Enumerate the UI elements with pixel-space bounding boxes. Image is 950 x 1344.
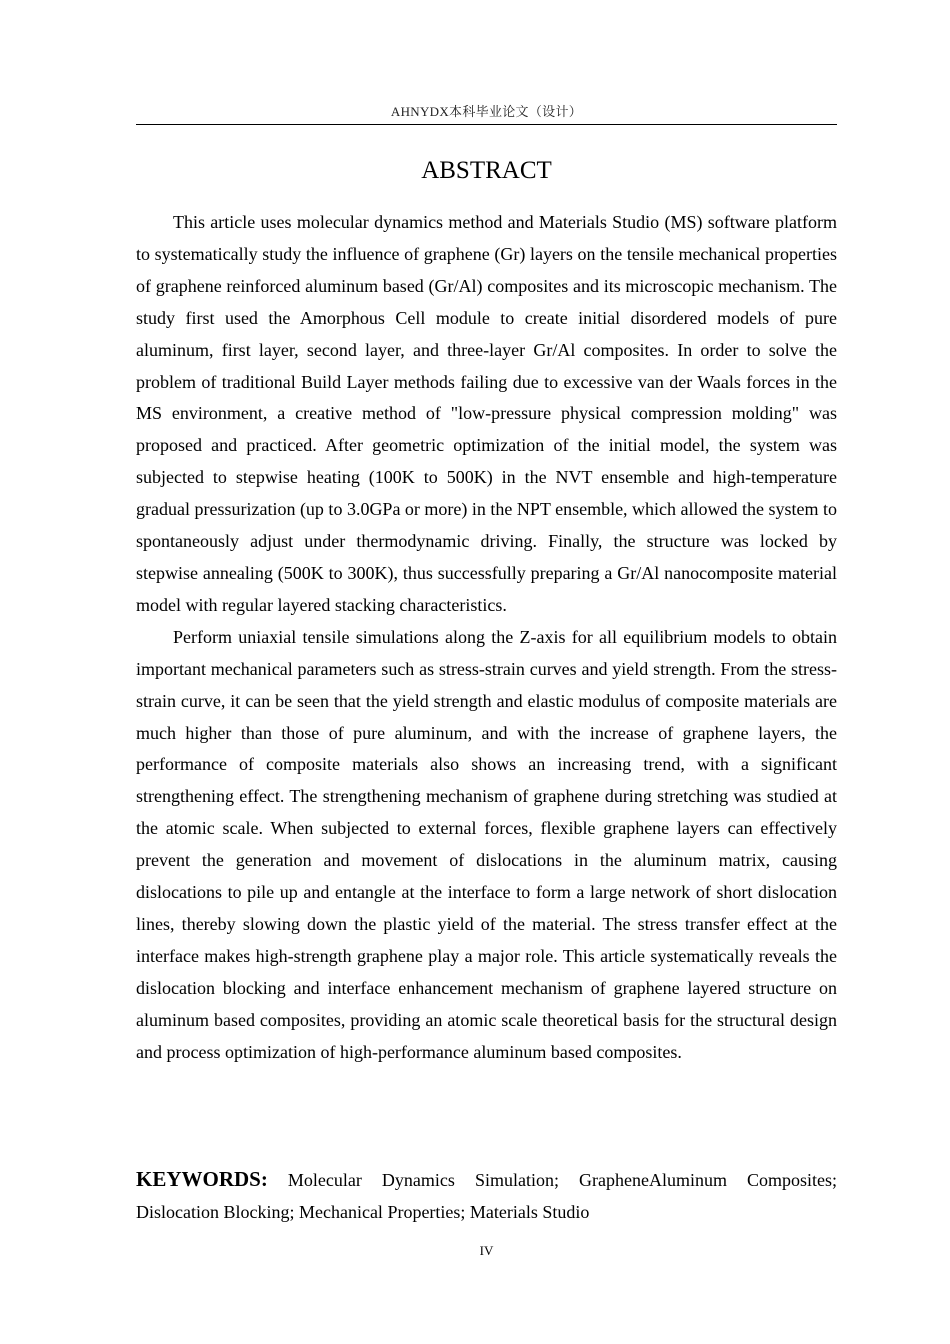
keywords-label: KEYWORDS: — [136, 1167, 268, 1191]
keywords-text: Molecular Dynamics Simulation; GrapheneAluminum Composites; Dislocation Blocking; Mechanical Properties; Materials Studio — [136, 1170, 838, 1222]
abstract-body — [136, 207, 837, 1068]
running-header: AHNYDX本科毕业论文（设计） — [390, 104, 583, 119]
page-number: IV — [479, 1243, 494, 1258]
keywords-block — [136, 1163, 837, 1228]
header-rule — [136, 124, 837, 125]
abstract-title: ABSTRACT — [421, 157, 552, 184]
abstract-paragraph-2: Perform uniaxial tensile simulations along the Z-axis for all equilibrium models to obtain important mechanical parameters such as stress-strain curves and yield strength. From the stress-strain curve, it can be seen that the yield strength and elastic modulus of composite materials are much higher than those of pure aluminum, and with the increase of graphene layers, the performance of composite materials also shows an increasing trend, with a significant strengthening effect. The strengthening mechanism of graphene during stretching was studied at the atomic scale. When subjected to external forces, flexible graphene layers can effectively prevent the generation and movement of dislocations in the aluminum matrix, causing dislocations to pile up and entangle at the interface to form a large network of short dislocation lines, thereby slowing down the plastic yield of the material. The stress transfer effect at the interface makes high-strength graphene play a major role. This article systematically reveals the dislocation blocking and interface enhancement mechanism of graphene layered structure on aluminum based composites, providing an atomic scale theoretical basis for the structural design and process optimization of high-performance aluminum based composites. — [136, 626, 837, 1062]
abstract-paragraph-1: This article uses molecular dynamics method and Materials Studio (MS) software platform to systematically study the influence of graphene (Gr) layers on the tensile mechanical properties of graphene reinforced aluminum based (Gr/Al) composites and its microscopic mechanism. The study first used the Amorphous Cell module to create initial disordered models of pure aluminum, first layer, second layer, and three-layer Gr/Al composites. In order to solve the problem of traditional Build Layer methods failing due to excessive van der Waals forces in the MS environment, a creative method of "low-pressure physical compression molding" was proposed and practiced. After geometric optimization of the initial model, the system was subjected to stepwise heating (100K to 500K) in the NVT ensemble and high-temperature gradual pressurization (up to 3.0GPa or more) in the NPT ensemble, which allowed the system to spontaneously adjust under thermodynamic driving. Finally, the structure was locked by stepwise annealing (500K to 300K), thus successfully preparing a Gr/Al nanocomposite material model with regular layered stacking characteristics. — [136, 212, 838, 615]
